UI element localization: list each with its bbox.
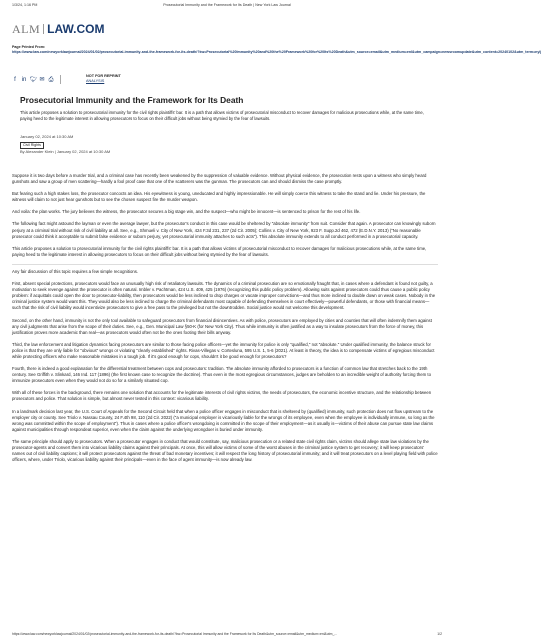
print-icon[interactable]: ⎙ (48, 76, 54, 83)
article-date: January 02, 2024 at 10:30 AM (20, 134, 74, 139)
article-paragraph: Fourth, there is indeed a good explanation for the differential treatment between cops and prosecutors: tradition. The absolute immunity afforded to prosecutors is a function of common law that stretches back to the 19th century. See Griffith v. Slinkard, 146 Ind. 117 (1896) (the first known case to recognize the doctrine). Thus even in the most egregious circumstances, judges are beholden to an incredible weight of authority forcing them to immunize prosecutors even when they would not do so for a similarly situated cop. (12, 366, 432, 384)
analysis-link[interactable]: ANALYSIS (86, 79, 105, 83)
page-number: 1/2 (437, 632, 442, 636)
logo-law: LAW.COM (47, 22, 105, 36)
logo-divider (43, 24, 44, 34)
print-datetime: 1/3/24, 1:16 PM (12, 3, 38, 7)
linkedin-icon[interactable]: in (21, 76, 27, 83)
article-body (12, 173, 438, 469)
article-paragraph: This article proposes a solution to prosecutorial immunity for the civil rights plaintiffs' bar. It is a path that allows victims of prosecutorial misconduct to recover damages for malicious prosecutions while, at the same time, paying heed to the legitimate interest in allowing prosecutors to focus on their difficult jobs without being stymied by the fear of lawsuits. (12, 245, 427, 257)
twitter-icon[interactable]: 🐦︎ (30, 76, 38, 83)
footer-url: https://www.law.com/newyorklawjournal/2024/01/02/prosecutorial-immunity-and-the-framework-for-its-death/?kw=Prosecutorial Immunity and the Framework for Its Death&utm_source=email&utm_medium=enl&utm_... (12, 632, 338, 636)
article-title: Prosecutorial Immunity and the Framework for Its Death (20, 95, 244, 105)
print-title: Prosecutorial Immunity and the Framework for Its Death | New York Law Journal (163, 3, 291, 7)
logo-alm: ALM (12, 21, 41, 36)
email-icon[interactable]: ✉ (39, 76, 45, 83)
share-bar (12, 75, 61, 84)
article-paragraph: In a landmark decision last year, the U.S. Court of Appeals for the Second Circuit held that when a police officer engages in misconduct that is sheltered by (qualified) immunity, such protection does not flow upstream to the employer city or county. See Triolo v. Nassau County, 24 F.4th 98, 110 (2d Cir. 2022) ("a municipal employer is vicariously liable for the wrongs of its employee, even when the employee is individually immune, so long as the wrong was committed within the scope of employment"). Thus in cases where a police officer's wrongdoing is committed in the scope of their employment—as it usually is—victims of their abuse can pursue state law claims against municipalities through respondeat superior, even when the claim against the underlying wrongdoer is buried under immunity. (12, 408, 435, 432)
article-paragraph: The following fact might astound the layman or even the average lawyer, but the prosecutor's conduct in this case would be sheltered by "absolute immunity" from suit. Consider that again. A prosecutor can knowingly suborn perjury at a criminal trial without risk of civil liability at all. See, e.g., Shmueli v. City of New York, 424 F.3d 231, 237 (2d Cir. 2005); Collins v. City of New York, 923 F. Supp.2d 462, 472 (E.D.N.Y. 2013) ("No reasonable prosecutor could think it acceptable to submit false evidence or suborn perjury, yet prosecutorial immunity attaches to such acts"). This absolute immunity extends to all conduct performed in a prosecutorial capacity. (12, 221, 436, 239)
article-intro: This article proposes a solution to prosecutorial immunity for the civil rights plaintiffs' bar. It is a path that allows victims of prosecutorial misconduct to recover damages for malicious prosecutions while, at the same time, paying heed to the legitimate interest in allowing prosecutors to focus on their difficult jobs without being stymied by the fear of lawsuits. (20, 110, 424, 121)
topic-tag[interactable]: Civil Rights (20, 142, 44, 149)
article-paragraph: And voila: the plan works. The jury believes the witness, the prosecutor secures a big stage win, and the suspect—who might be innocent—is sentenced to prison for the rest of his life. (12, 209, 361, 215)
article-paragraph: But fearing such a high stakes loss, the prosecutor concocts an idea. His eyewitness is young, uneducated and highly impressionable. He will simply coerce this witness to take the stand and lie. Under his pressure, the witness will claim to not just hear gunshots but to see the chosen suspect fire the murder weapon. (12, 191, 426, 203)
not-for-reprint: NOT FOR REPRINT (86, 74, 121, 78)
share-divider (60, 75, 61, 84)
article-paragraph: First, absent special protections, prosecutors would face an unusually high risk of retaliatory lawsuits. The dynamics of a criminal prosecution are so emotionally fraught that, in cases where a defendant is found not guilty, a motivation to seek revenge against the prosecutor is often natural. Imbler v. Pachtman, 424 U.S. 409, 425 (1976) (recognizing this public policy problem). Allowing suits against prosecutors could thus cause a public policy problem: if acquittals could open the door to prosecutor-liability, then prosecutors would be less inclined to drop charges or vacate improper convictions—and thus more inclined to double down on weak cases. Nobody in the criminal justice system would want this. They would also be less inclined to charge the criminal defendants most capable of defending themselves in court effectively—powerful defendants, or those with financial means—such that the risk of civil liability would incentivize prosecutors to give a free pass to the privileged but not the downtrodden. Social justice would not welcome this development. (12, 281, 436, 311)
article-paragraph: The same principle should apply to prosecutors. When a prosecutor engages in conduct that would constitute, say, malicious prosecution or a related state civil rights claim, victims should allege state law violations by the prosecutor-agents and convert them into vicarious liability claims against their principals. At once, this will allow victims of some of the worst abuses in the criminal justice system to get recovery; it will keep prosecutors' names out of civil liability captions; it will protect prosecutors against the threat of bad monetary incentives; it will respect the long history of prosecutorial immunity; and it will treat prosecutors on a level playing field with police officers, where, under Triolo, vicarious liability against their principals—even in the face of agent immunity—is now already law. (12, 438, 438, 463)
reprint-notice (86, 74, 121, 84)
site-logo[interactable] (12, 22, 105, 36)
article-paragraph: Second, on the other hand, immunity is not the only tool available to safeguard prosecutors from financial disincentives. As with police, prosecutors are employed by cities and counties that will often indemnify them against any civil judgments that arise from the scope of their duties. See, e.g., Gen. Municipal Law §50-K (for New York City). Thus while immunity is often justified as a way to insulate prosecutors from the force of money, this justification proves more academic than real—as prosecutors would often not be the ones footing their bills anyway. (12, 317, 432, 335)
article-byline: By Alexander Klein | January 02, 2024 at 10:30 AM (20, 149, 111, 154)
print-footer (12, 632, 442, 636)
article-paragraph: Third, the law enforcement and litigation dynamics facing prosecutors are similar to those facing police officers—yet the immunity for police is only "qualified," not "absolute." Under qualified immunity, the balance struck for police is that they are only liable for "obvious" wrongs or violating "clearly established" rights. Rivas-Villegas v. Cortesluna, 595 U.S. 1, 5-6 (2021). At least in theory, the idea is to compensate victims of egregious misconduct while protecting officers who make reasonable mistakes in a tough job. If it's good enough for cops, shouldn't it be good enough for prosecutors? (12, 341, 435, 359)
printed-from-url[interactable]: https://www.law.com/newyorklawjournal/2024/01/02/prosecutorial-immunity-and-the-framework-for-its-death/?kw=Prosecutorial%20Immunity%20and%20the%20Framework%20for%20Its%20Death&utm_source=email&utm_medium=enl&utm_campaign=newsroomupdate&utm_content=20240102&utm_term=nylj (12, 50, 541, 54)
printed-from (12, 45, 541, 55)
article-paragraph: Suppose it is two days before a murder trial, and a criminal case has recently been weakened by the suppression of valuable evidence. Without physical evidence, the prosecution rests upon a witness who simply heard gunshots and saw a group of men scattering—hardly a fool proof case that one of the scatterers was the gunman. The prosecutors can and should dismiss the case promptly. (12, 173, 427, 185)
article-paragraph: Any fair discussion of this topic requires a few simple recognitions. (12, 264, 438, 275)
article-paragraph: With all of these forces in the background, there remains one solution that accounts for the legitimate interests of civil rights victims, the needs of prosecutors, the economic incentive structure, and the relationship between prosecutors and police. That solution is simple, but almost never tested in this context: vicarious liability. (12, 390, 432, 402)
printed-from-heading: Page Printed From: (12, 45, 46, 49)
facebook-icon[interactable]: f (14, 76, 16, 83)
print-header (12, 3, 442, 11)
